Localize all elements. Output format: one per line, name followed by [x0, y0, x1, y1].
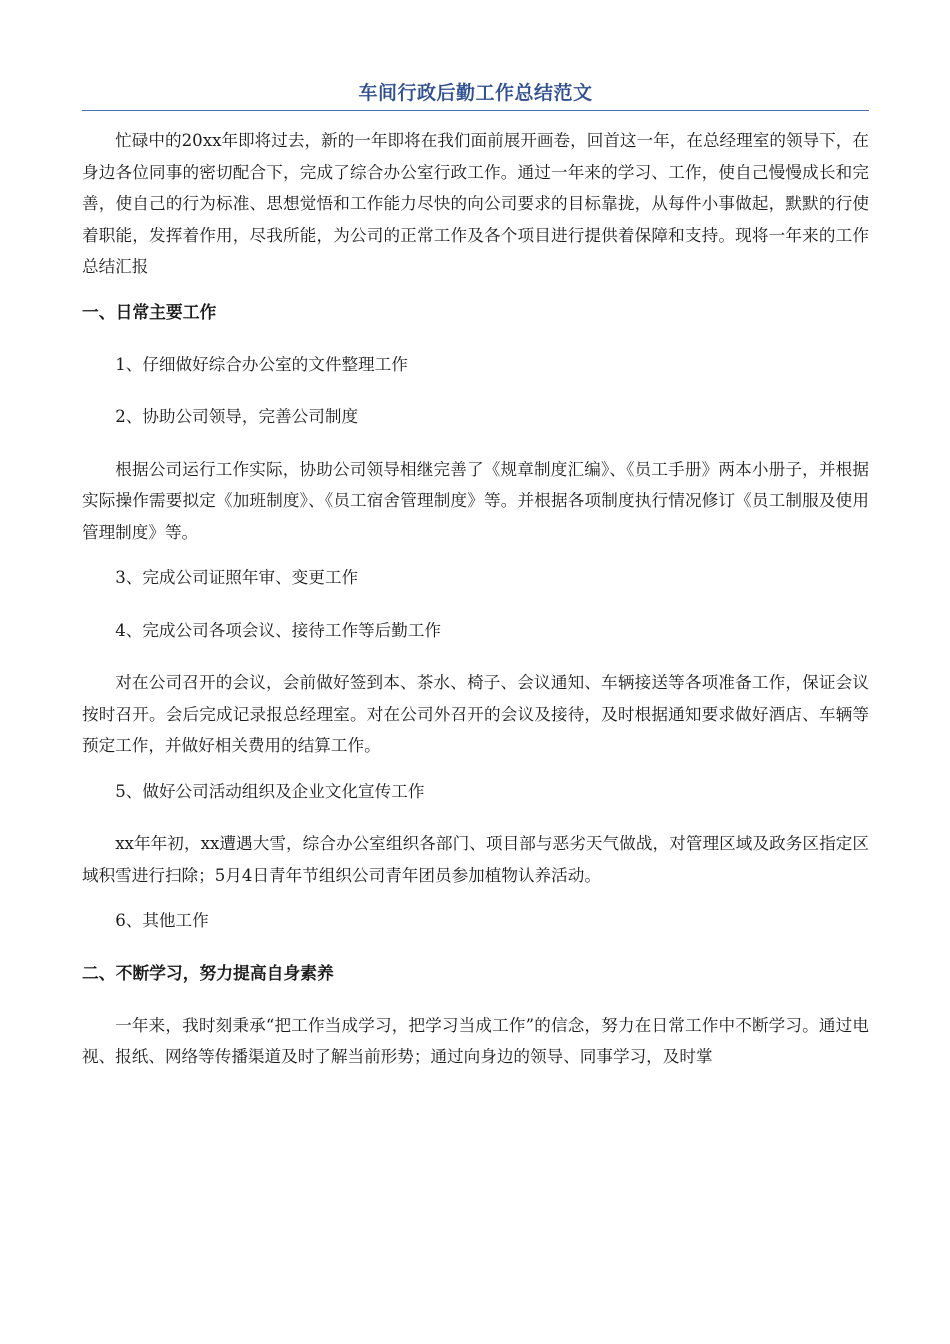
document-body — [82, 125, 869, 1073]
document-page — [82, 78, 869, 1087]
paragraph-item-5-detail: xx年年初，xx遭遇大雪，综合办公室组织各部门、项目部与恶劣天气做战，对管理区域及政务区指定区域积雪进行扫除；5月4日青年节组织公司青年团员参加植物认养活动。 — [82, 834, 869, 885]
list-item-2: 2、协助公司领导，完善公司制度 — [115, 407, 359, 426]
list-item-5: 5、做好公司活动组织及企业文化宣传工作 — [115, 781, 425, 801]
list-item-3: 3、完成公司证照年审、变更工作 — [115, 568, 359, 587]
paragraph-study: 一年来，我时刻秉承“把工作当成学习，把学习当成工作”的信念，努力在日常工作中不断学习。通过电视、报纸、网络等传播渠道及时了解当前形势；通过向身边的领导、同事学习，及时掌 — [82, 1015, 869, 1066]
section-heading-daily-work: 一、日常主要工作 — [82, 301, 217, 322]
list-item-6: 6、其他工作 — [115, 911, 209, 930]
intro-paragraph: 忙碌中的20xx年即将过去，新的一年即将在我们面前展开画卷，回首这一年，在总经理室的领导下，在身边各位同事的密切配合下，完成了综合办公室行政工作。通过一年来的学习、工作，使自己慢慢成长和完善，使自己的行为标准、思想觉悟和工作能力尽快的向公司要求的目标靠拢，从每件小事做起，默默的行使着职能，发挥着作用，尽我所能，为公司的正常工作及各个项目进行提供着保障和支持。现将一年来的工作总结汇报 — [82, 131, 869, 276]
paragraph-item-2-detail: 根据公司运行工作实际，协助公司领导相继完善了《规章制度汇编》、《员工手册》两本小册子，并根据实际操作需要拟定《加班制度》、《员工宿舍管理制度》等。并根据各项制度执行情况修订《员工制服及使用管理制度》等。 — [82, 459, 869, 542]
document-title: 车间行政后勤工作总结范文 — [82, 78, 869, 111]
paragraph-item-4-detail: 对在公司召开的会议，会前做好签到本、茶水、椅子、会议通知、车辆接送等各项准备工作，保证会议按时召开。会后完成记录报总经理室。对在公司外召开的会议及接待，及时根据通知要求做好酒店、车辆等预定工作，并做好相关费用的结算工作。 — [82, 673, 869, 755]
list-item-1: 1、仔细做好综合办公室的文件整理工作 — [115, 354, 408, 374]
section-heading-study: 二、不断学习，努力提高自身素养 — [82, 962, 334, 983]
list-item-4: 4、完成公司各项会议、接待工作等后勤工作 — [115, 620, 442, 640]
